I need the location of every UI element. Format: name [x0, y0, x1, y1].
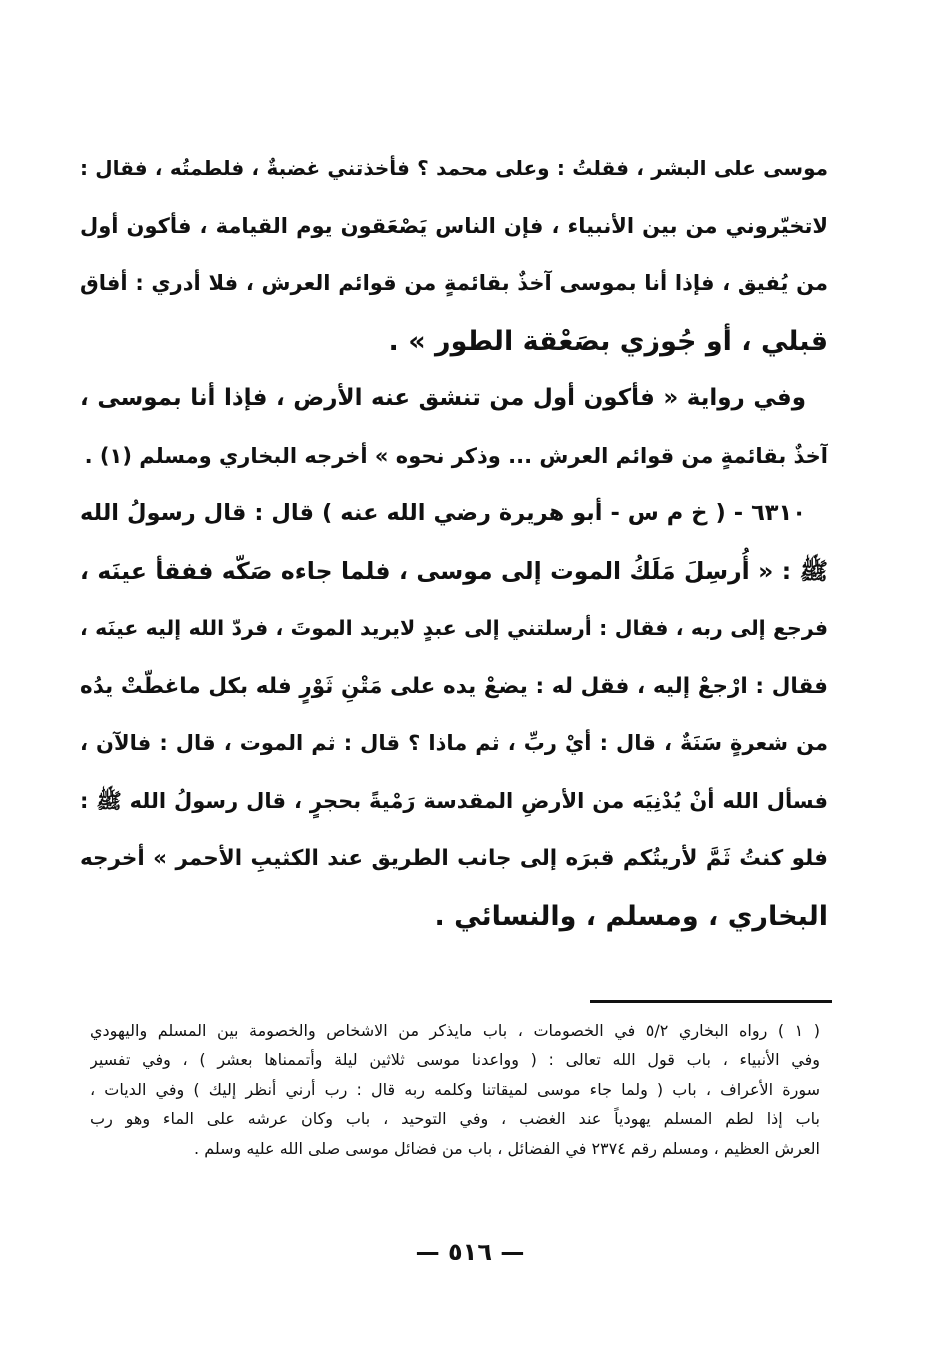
footnotes — [90, 1016, 820, 1163]
footnote-divider — [590, 1000, 832, 1003]
text-line: موسى على البشر ، فقلتُ : وعلى محمد ؟ فأخذتني غضبةٌ ، فلطمتُه ، فقال : — [80, 156, 828, 180]
text-line: فلو كنتُ ثَمَّ لأريتُكم قبرَه إلى جانب الطريق عند الكثيبِ الأحمر » أخرجه — [80, 846, 828, 871]
footnote-line: باب إذا لطم المسلم يهودياً عند الغضب ، وفي التوحيد ، باب وكان عرشه على الماء وهو رب — [90, 1109, 820, 1129]
text-line: فسأل الله أنْ يُدْنِيَه من الأرضِ المقدسة رَمْيةً بحجرٍ ، قال رسولُ الله ﷺ : — [80, 788, 828, 813]
footnote-line: ( ١ ) رواه البخاري ٥/٢ في الخصومات ، باب مايذكر من الاشخاص والخصومة بين المسلم واليهودي — [90, 1021, 820, 1040]
footnote-line: العرش العظيم ، ومسلم رقم ٢٣٧٤ في الفضائل ، باب من فضائل موسى صلى الله عليه وسلم . — [194, 1138, 820, 1158]
footnote-line: سورة الأعراف ، باب ( ولما جاء موسى لميقاتنا وكلمه ربه قال : رب أرني أنظر إليك ) وفي الديات ، — [90, 1079, 820, 1099]
text-line: لاتخيّروني من بين الأنبياء ، فإن الناس يَصْعَقون يوم القيامة ، فأكون أول — [80, 213, 828, 238]
text-line: البخاري ، ومسلم ، والنسائي . — [434, 900, 828, 932]
hadith-heading: ٦٣١٠ - ( خ م س - أبو هريرة رضي الله عنه ) قال : قال رسولُ الله — [80, 500, 806, 526]
text-line: وفي رواية « فأكون أول من تنشق عنه الأرض ، فإذا أنا بموسى ، — [80, 385, 806, 411]
text-line: فقال : ارْجعْ إليه ، فقل له : يضعْ يده على مَتْنِ ثَوْرٍ فله بكل ماغطّتْ يدُه — [80, 673, 828, 699]
text-line: من يُفيق ، فإذا أنا بموسى آخذٌ بقائمةٍ من قوائم العرش ، فلا أدري : أفاق — [80, 271, 828, 295]
footnote-line: وفي الأنبياء ، باب قول الله تعالى : ( وواعدنا موسى ثلاثين ليلة وأتممناها بعشر ) ، وفي تفسير — [90, 1050, 820, 1070]
text-line: فرجع إلى ربه ، فقال : أرسلتني إلى عبدٍ لايريد الموتَ ، فردّ الله إليه عينَه ، — [80, 616, 828, 640]
text-line: من شعرةٍ سَنَةٌ ، قال : أيْ ربِّ ، ثم ماذا ؟ قال : ثم الموت ، قال : فالآن ، — [80, 731, 828, 755]
page-number: — ٥١٦ — — [415, 1238, 525, 1266]
text-line: ﷺ : « أُرسِلَ مَلَكُ الموت إلى موسى ، فلما جاءه صَكّه ففقأ عينَه ، — [80, 556, 828, 585]
text-line: آخذٌ بقائمةٍ من قوائم العرش ... وذكر نحوه » أخرجه البخاري ومسلم (١) . — [84, 443, 828, 468]
main-text — [80, 140, 828, 945]
text-line: قبلي ، أو جُوزي بصَعْقة الطور » . — [388, 325, 828, 357]
